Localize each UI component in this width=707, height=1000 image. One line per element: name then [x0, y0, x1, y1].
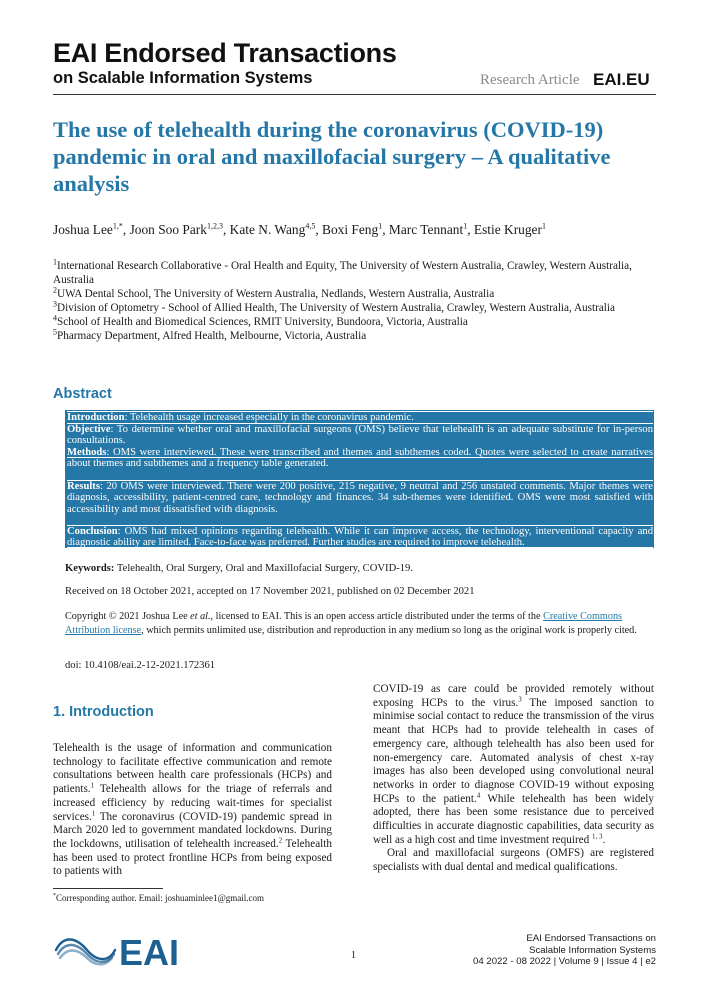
corresponding-author-footnote: *Corresponding author. Email: joshuaminlee1@gmail.com — [53, 893, 265, 903]
eai-logo — [53, 928, 203, 974]
author-affiliation-mark: 1 — [378, 221, 383, 231]
affiliation: $^3$Division of Optometry - School of Allied Health, The University of Western Australia, Crawley, Western Australia, Australia — [53, 299, 615, 314]
footnote-divider — [53, 888, 163, 889]
abstract-objective: Objective: To determine whether oral and maxillofacial surgeons (OMS) believe that telehealth is an adequate substitute for in-person consultations. — [67, 424, 653, 447]
article-title: The use of telehealth during the coronavirus (COVID-19) pandemic in oral and maxillofacial surgery – A qualitative analysis — [53, 117, 611, 196]
author-name: Kate N. Wang — [229, 222, 306, 237]
affiliation: $^5$Pharmacy Department, Alfred Health, Melbourne, Victoria, Australia — [53, 327, 367, 342]
eai-logo-text: EAI — [119, 932, 180, 973]
citation-mark: 1, 3 — [592, 832, 603, 840]
intro-right-column — [373, 683, 654, 875]
affiliation: $^4$School of Health and Biomedical Sciences, RMIT University, Bundoora, Victoria, Australia — [53, 313, 468, 328]
citation-mark: 3 — [518, 694, 522, 703]
author-name: Marc Tennant — [388, 222, 464, 237]
author-affiliation-mark: 4,5 — [305, 221, 316, 231]
intro-paragraph: Telehealth is the usage of information and communication technology to facilitate effective communication and remote consultations between health care professionals (HCPs) and patients.$^1$ Telehealth allows for the triage of referrals and increased efficiency by reducing wait-times for specialist services.$^1$ The coronavirus (COVID-19) pandemic spread in March 2020 led to government mandated lockdowns. During the lockdowns, utilisation of telehealth increased.$^2$ Telehealth has been used to protect frontline HCPs from being exposed to patients with — [53, 742, 332, 878]
article-type-label: Research Article — [480, 72, 580, 88]
author-name: Estie Kruger — [473, 222, 542, 237]
abstract-introduction: Introduction: Telehealth usage increased especially in the coronavirus pandemic. — [67, 412, 414, 423]
abstract-conclusion: Conclusion: OMS had mixed opinions regarding telehealth. While it can improve access, the technology, interventional capacity and diagnostic ability are limited. Face-to-face was preferred. Further studies are required to improve telehealth. — [67, 526, 653, 549]
page-number: 1 — [351, 950, 356, 961]
citation-mark: 2 — [278, 836, 283, 845]
footer-line: Scalable Information Systems — [529, 944, 656, 956]
doi: doi: 10.4108/eai.2-12-2021.172361 — [65, 660, 216, 671]
citation-mark: 1 — [90, 781, 95, 790]
intro-left-column — [53, 742, 332, 879]
journal-subtitle: on Scalable Information Systems — [53, 69, 313, 87]
author-affiliation-mark: 1,* — [112, 221, 123, 231]
author-affiliation-mark: 1 — [463, 221, 468, 231]
abstract-methods: Methods: OMS were interviewed. These were transcribed and themes and subthemes coded. Quotes were selected to create narratives about themes and subthemes and a frequency table generated. — [67, 447, 653, 470]
abstract-results: Results: 20 OMS were interviewed. There were 200 positive, 215 negative, 9 neutral and 256 unstated comments. Major themes were diagnosis, accessibility, patient-centred care, technology and finances. 34 sub-themes were identified. OMS were most satisfied with accessibility and most dissatisfied with diagnosis. — [67, 481, 653, 515]
eai-eu-brand: EAI.EU — [593, 70, 650, 89]
author-name: Joon Soo Park — [129, 222, 207, 237]
header-divider — [53, 94, 656, 95]
creative-commons-link[interactable]: Creative Commons Attribution license — [65, 611, 623, 636]
footer-issue-info: 04 2022 - 08 2022 | Volume 9 | Issue 4 | e2 — [473, 956, 656, 967]
author-affiliation-mark: 1 — [541, 221, 546, 231]
eai-logo-mark-icon — [56, 940, 115, 965]
affiliation: $^2$UWA Dental School, The University of Western Australia, Nedlands, Western Australia, Australia — [53, 285, 495, 300]
footer-journal-info — [440, 933, 656, 968]
intro-paragraph: COVID-19 as care could be provided remotely without exposing HCPs to the virus.$^3$ The imposed sanction to minimise social contact to reduce the transmission of the virus meant that HCPs had to provide telehealth in cases of emergency care, although telehealth has also been used for non-emergency care. Automated analysis of chest x-ray images has also been developed using convolutional neural networks in order to diagnose COVID-19 without exposing HCPs to the patient.$^4$ While telehealth has been widely adopted, there has been some resistance due to perceived difficulties in accurate diagnostic capabilities, data security as well as a high cost and time investment required $^{1, 3}$. — [373, 683, 654, 846]
citation-mark: 1 — [91, 808, 96, 817]
affiliation: $^1$International Research Collaborative - Oral Health and Equity, The University of Western Australia, Crawley, Western Australia, Australia — [53, 257, 632, 286]
abstract-heading: Abstract — [53, 386, 112, 402]
author-name: Boxi Feng — [322, 222, 379, 237]
intro-paragraph: Oral and maxillofacial surgeons (OMFS) are registered specialists with dual dental and medical qualifications. — [373, 847, 654, 874]
footer-line: EAI Endorsed Transactions on — [526, 933, 656, 944]
author-affiliation-mark: 1,2,3 — [206, 221, 223, 231]
copyright-notice: Copyright © 2021 Joshua Lee et al., licensed to EAI. This is an open access article distributed under the terms of the Creative Commons Attribution license, which permits unlimited use, distribution and reproduction in any medium so long as the original work is properly cited. — [65, 611, 637, 636]
section-heading-introduction: 1. Introduction — [53, 704, 154, 720]
publication-dates: Received on 18 October 2021, accepted on 17 November 2021, published on 02 December 2021 — [65, 586, 475, 597]
journal-title: EAI Endorsed Transactions — [53, 38, 397, 68]
author-list: Joshua Lee$^{1,*}$, Joon Soo Park$^{1,2,3}$, Kate N. Wang$^{4,5}$, Boxi Feng$^1$, Marc Tennant$^1$, Estie Kruger$^1$ — [53, 221, 546, 237]
citation-mark: 4 — [476, 790, 481, 799]
author-name: Joshua Lee — [53, 222, 113, 237]
keywords: Keywords: Telehealth, Oral Surgery, Oral and Maxillofacial Surgery, COVID-19. — [65, 563, 413, 574]
affiliation-list — [53, 259, 653, 343]
